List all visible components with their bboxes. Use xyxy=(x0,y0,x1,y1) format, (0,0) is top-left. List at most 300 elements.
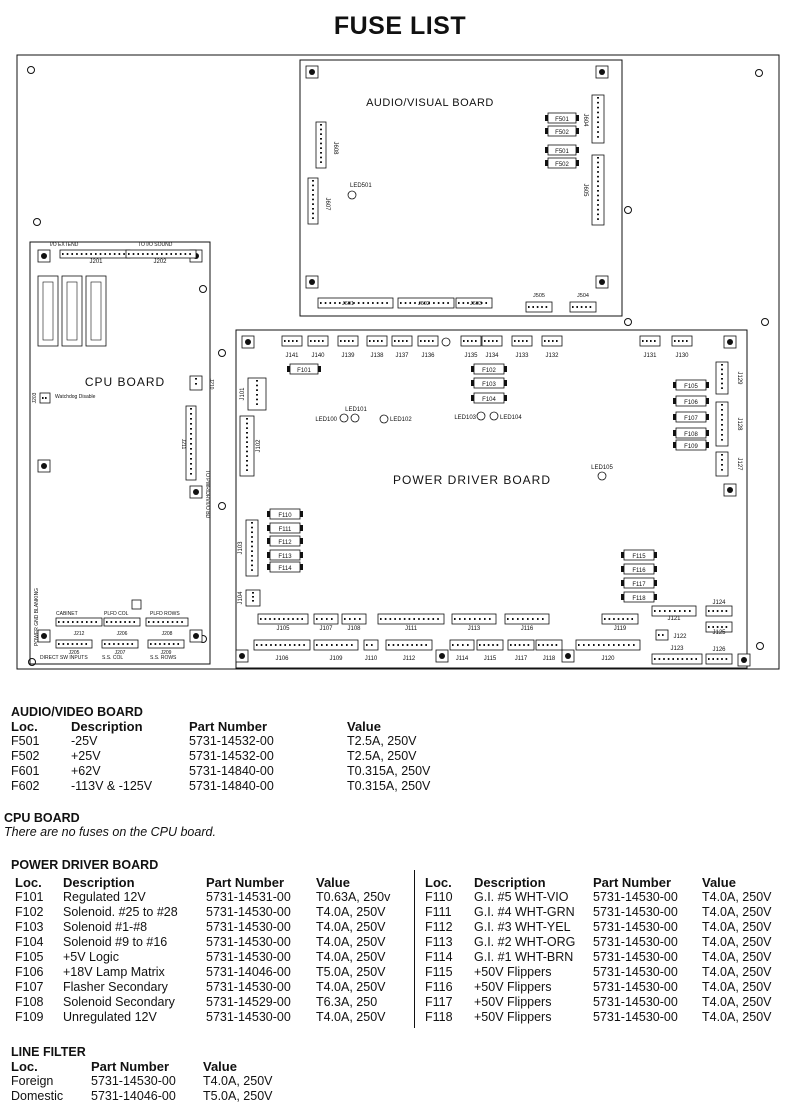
page-title: FUSE LIST xyxy=(333,12,467,40)
connector-pin xyxy=(523,644,525,646)
power-driver-fuse-table-right xyxy=(425,875,792,1025)
connector-pin xyxy=(190,418,192,420)
connector-pin xyxy=(312,194,314,196)
connector-pin xyxy=(246,451,248,453)
connector-pin xyxy=(597,117,599,119)
connector-pin xyxy=(195,378,197,380)
fuse-label: F104 xyxy=(482,397,496,403)
connector-pin xyxy=(251,550,253,552)
mounting-hole xyxy=(193,633,199,639)
connector-pin xyxy=(393,644,395,646)
connector-pin xyxy=(344,340,346,342)
fuse-clip xyxy=(267,552,270,558)
connector-pin xyxy=(351,644,353,646)
connector-pin xyxy=(548,340,550,342)
connector-pin xyxy=(133,621,135,623)
connector-j103 xyxy=(246,520,258,576)
connector-label: J114 xyxy=(455,656,469,662)
connector-pin xyxy=(418,618,420,620)
connector-pin xyxy=(414,302,416,304)
fuse-label: F105 xyxy=(684,384,698,390)
connector-pin xyxy=(104,643,106,645)
connector-label: J206 xyxy=(116,631,128,637)
mounting-hole xyxy=(193,489,199,495)
fuse-clip xyxy=(654,580,657,586)
table-row: F117 +50V Flippers 5731-14530-00 T4.0A, 250V xyxy=(425,995,772,1009)
connector-pin xyxy=(334,302,336,304)
led-label: LED102 xyxy=(390,417,412,423)
connector-pin xyxy=(190,453,192,455)
connector-pin xyxy=(537,618,539,620)
connector-label: J116 xyxy=(520,626,534,632)
fuse-label: F109 xyxy=(684,444,698,450)
connector-pin xyxy=(485,302,487,304)
connector-label: J128 xyxy=(736,417,742,431)
connector-pin xyxy=(717,610,719,612)
connector-pin xyxy=(251,565,253,567)
connector-row2 xyxy=(508,640,534,650)
fuse-clip xyxy=(673,382,676,388)
connector-label: J141 xyxy=(285,353,299,359)
connector-pin xyxy=(251,555,253,557)
connector-pin xyxy=(283,618,285,620)
connector-pin xyxy=(137,253,139,255)
connector-pin xyxy=(424,340,426,342)
col-loc: Loc. xyxy=(11,719,38,734)
table-row: F105 +5V Logic 5731-14530-00 T4.0A, 250V xyxy=(15,950,386,964)
connector-pin xyxy=(659,658,661,660)
led-icon xyxy=(598,472,606,480)
connector-pin xyxy=(252,600,254,602)
connector-pin xyxy=(252,592,254,594)
connector-label: J112 xyxy=(402,656,416,662)
connector-pin xyxy=(721,454,723,456)
mounting-hole xyxy=(599,279,605,285)
connector-pin xyxy=(172,621,174,623)
connector-pin xyxy=(318,340,320,342)
connector-pin xyxy=(604,618,606,620)
connector-pin xyxy=(67,643,69,645)
col-loc: Loc. xyxy=(425,875,452,890)
connector-pin xyxy=(312,189,314,191)
fuse-label: F106 xyxy=(684,400,698,406)
connector-pin xyxy=(320,133,322,135)
connector-label: J120 xyxy=(601,656,615,662)
connector-pin xyxy=(312,217,314,219)
connector-pin xyxy=(677,658,679,660)
fuse-clip xyxy=(504,395,507,401)
connector-pin xyxy=(452,644,454,646)
fuse-clip xyxy=(706,442,709,448)
connector-pin xyxy=(425,644,427,646)
connector-pin xyxy=(394,340,396,342)
battery-cell xyxy=(91,282,101,340)
connector-pin xyxy=(340,340,342,342)
led-icon xyxy=(340,414,348,422)
connector-pin xyxy=(256,399,258,401)
connector-pin xyxy=(251,541,253,543)
connector-pin xyxy=(454,618,456,620)
connector-label: J212 xyxy=(73,631,85,637)
table-row: F106 +18V Lamp Matrix 5731-14046-00 T5.0A, 250V xyxy=(15,965,386,979)
connector-pin xyxy=(519,644,521,646)
connector-pin xyxy=(492,644,494,646)
connector-pin xyxy=(288,618,290,620)
connector-pin xyxy=(597,107,599,109)
cpu-text-watchdog: Watchdog Disable xyxy=(55,394,96,400)
connector-pin xyxy=(128,253,130,255)
connector-pin xyxy=(115,621,117,623)
audio-visual-board-label: AUDIO/VISUAL BOARD xyxy=(366,97,494,109)
connector-pin xyxy=(721,626,723,628)
connector-pin xyxy=(552,340,554,342)
connector-label: J607 xyxy=(324,197,330,211)
fuse-clip xyxy=(621,552,624,558)
connector-pin xyxy=(544,340,546,342)
connector-pin xyxy=(512,618,514,620)
connector-pin xyxy=(58,621,60,623)
connector-pin xyxy=(597,209,599,211)
connector-label: J102 xyxy=(256,439,262,453)
fuse-clip xyxy=(706,382,709,388)
connector-label: J111 xyxy=(404,626,418,632)
connector-pin xyxy=(721,373,723,375)
table-row: F602 -113V & -125V 5731-14840-00 T0.315A, 250V xyxy=(11,779,431,793)
connector-pin xyxy=(479,644,481,646)
connector-pin xyxy=(684,610,686,612)
connector-pin xyxy=(463,340,465,342)
mounting-hole xyxy=(41,253,47,259)
connector-pin xyxy=(678,340,680,342)
connector-pin xyxy=(358,302,360,304)
connector-pin xyxy=(380,618,382,620)
connector-pin xyxy=(691,658,693,660)
connector-label: J106 xyxy=(275,656,289,662)
connector-pin xyxy=(664,610,666,612)
connector-pin xyxy=(190,423,192,425)
table-row: F108 Solenoid Secondary 5731-14529-00 T6.3A, 250 xyxy=(15,995,378,1009)
av-board-section xyxy=(11,705,467,794)
connector-pin xyxy=(246,469,248,471)
connector-pin xyxy=(721,434,723,436)
connector-pin xyxy=(86,621,88,623)
col-value: Value xyxy=(203,1059,237,1074)
fuse-label: F116 xyxy=(632,568,646,574)
cpu-board-heading: CPU BOARD xyxy=(4,811,80,825)
connector-pin xyxy=(81,253,83,255)
table-row: F501 -25V 5731-14532-00 T2.5A, 250V xyxy=(11,734,417,748)
connector-pin xyxy=(320,138,322,140)
connector-pin xyxy=(280,644,282,646)
connector-pin xyxy=(721,469,723,471)
connector-pin xyxy=(256,644,258,646)
connector-pin xyxy=(597,97,599,99)
mounting-hole xyxy=(741,657,747,663)
table-row: F112 G.I. #3 WHT-YEL 5731-14530-00 T4.0A, 250V xyxy=(425,920,772,934)
table-row: F116 +50V Flippers 5731-14530-00 T4.0A, 250V xyxy=(425,980,772,994)
connector-pin xyxy=(81,621,83,623)
col-description: Description xyxy=(474,875,546,890)
col-loc: Loc. xyxy=(11,1059,38,1074)
connector-pin xyxy=(609,618,611,620)
connector-pin xyxy=(597,218,599,220)
connector-pin xyxy=(627,618,629,620)
connector-pin xyxy=(278,618,280,620)
col-description: Description xyxy=(71,719,143,734)
connector-pin xyxy=(537,306,539,308)
connector-pin xyxy=(547,644,549,646)
connector-pin xyxy=(459,618,461,620)
connector-pin xyxy=(260,618,262,620)
table-row: F118 +50V Flippers 5731-14530-00 T4.0A, 250V xyxy=(425,1010,772,1024)
cpu-text-plfd-col: PLFD COL xyxy=(104,611,129,617)
connector-label: J126 xyxy=(712,647,726,653)
connector-label: J202 xyxy=(153,259,167,265)
connector-pin xyxy=(152,253,154,255)
connector-pin xyxy=(526,340,528,342)
connector-pin xyxy=(622,618,624,620)
col-value: Value xyxy=(316,875,350,890)
connector-pin xyxy=(662,634,664,636)
connector-pin xyxy=(382,302,384,304)
connector-pin xyxy=(542,618,544,620)
connector-pin xyxy=(71,253,73,255)
connector-pin xyxy=(467,644,469,646)
connector-pin xyxy=(369,340,371,342)
connector-label: J211 xyxy=(180,438,186,450)
fuse-label: F107 xyxy=(684,416,698,422)
connector-pin xyxy=(246,446,248,448)
connector-pin xyxy=(469,618,471,620)
connector-pin xyxy=(708,610,710,612)
connector-pin xyxy=(190,408,192,410)
connector-pin xyxy=(583,644,585,646)
connector-pin xyxy=(399,618,401,620)
connector-pin xyxy=(321,618,323,620)
connector-label: J207 xyxy=(114,650,126,656)
connector-label: J130 xyxy=(675,353,689,359)
connector-pin xyxy=(320,302,322,304)
connector-pin xyxy=(251,560,253,562)
cpu-text-ss-rows: S.S. ROWS xyxy=(150,655,177,661)
connector-pin xyxy=(113,643,115,645)
connector-pin xyxy=(721,409,723,411)
mounting-hole xyxy=(727,487,733,493)
connector-pin xyxy=(421,644,423,646)
connector-label: J602 xyxy=(418,301,430,307)
connector-pin xyxy=(265,618,267,620)
led-label: LED101 xyxy=(345,407,367,413)
mounting-hole xyxy=(439,653,445,659)
connector-pin xyxy=(496,340,498,342)
fuse-clip xyxy=(267,525,270,531)
connector-label: J136 xyxy=(421,353,435,359)
connector-pin xyxy=(275,644,277,646)
connector-pin xyxy=(668,658,670,660)
connector-pin xyxy=(475,340,477,342)
connector-pin xyxy=(252,596,254,598)
led-icon xyxy=(348,191,356,199)
connector-pin xyxy=(572,306,574,308)
connector-pin xyxy=(597,171,599,173)
fuse-label: F108 xyxy=(684,432,698,438)
fuse-label: F112 xyxy=(278,540,292,546)
connector-pin xyxy=(292,618,294,620)
connector-pin xyxy=(457,644,459,646)
connector-pin xyxy=(100,253,102,255)
connector-pin xyxy=(159,643,161,645)
connector-pin xyxy=(597,162,599,164)
table-row: F601 +62V 5731-14840-00 T0.315A, 250V xyxy=(11,764,431,778)
connector-pin xyxy=(310,340,312,342)
connector-pin xyxy=(682,658,684,660)
connector-pin xyxy=(597,204,599,206)
connector-pin xyxy=(185,253,187,255)
connector-pin xyxy=(597,131,599,133)
connector-pin xyxy=(458,302,460,304)
connector-pin xyxy=(72,621,74,623)
connector-pin xyxy=(484,618,486,620)
fuse-clip xyxy=(471,366,474,372)
connector-pin xyxy=(633,644,635,646)
connector-pin xyxy=(180,253,182,255)
connector-pin xyxy=(76,253,78,255)
connector-pin xyxy=(373,340,375,342)
connector-pin xyxy=(407,644,409,646)
connector-label: J605 xyxy=(582,183,588,197)
connector-row2 xyxy=(536,640,562,650)
connector-pin xyxy=(409,302,411,304)
led-icon xyxy=(442,338,450,346)
connector-pin xyxy=(381,340,383,342)
table-row: F115 +50V Flippers 5731-14530-00 T4.0A, 250V xyxy=(425,965,772,979)
connector-pin xyxy=(86,253,88,255)
fuse-clip xyxy=(621,580,624,586)
connector-label: J201 xyxy=(89,259,103,265)
connector-pin xyxy=(618,618,620,620)
mounting-hole xyxy=(727,339,733,345)
table-row: Foreign 5731-14530-00 T4.0A, 250V xyxy=(11,1074,273,1088)
connector-pin xyxy=(109,253,111,255)
board-layout-diagram xyxy=(0,50,800,676)
cpu-board-section xyxy=(4,811,216,839)
connector-pin xyxy=(294,644,296,646)
connector-pin xyxy=(299,644,301,646)
connector-pin xyxy=(597,176,599,178)
led-icon xyxy=(380,415,388,423)
connector-pin xyxy=(189,253,191,255)
connector-pin xyxy=(527,618,529,620)
fuse-label: F115 xyxy=(632,554,646,560)
connector-pin xyxy=(303,644,305,646)
fuse-clip xyxy=(654,594,657,600)
connector-pin xyxy=(613,644,615,646)
fuse-clip xyxy=(545,115,548,121)
connector-pin xyxy=(608,644,610,646)
col-value: Value xyxy=(702,875,736,890)
fuse-label: F101 xyxy=(297,368,311,374)
connector-pin xyxy=(585,306,587,308)
connector-pin xyxy=(518,340,520,342)
connector-pin xyxy=(686,340,688,342)
battery-cell xyxy=(67,282,77,340)
mounting-hole xyxy=(41,463,47,469)
connector-pin xyxy=(590,306,592,308)
connector-pin xyxy=(246,441,248,443)
connector-pin xyxy=(488,340,490,342)
connector-pin xyxy=(556,340,558,342)
connector-pin xyxy=(721,369,723,371)
connector-pin xyxy=(284,644,286,646)
connector-pin xyxy=(331,618,333,620)
connector-pin xyxy=(522,618,524,620)
fuse-label: F103 xyxy=(482,382,496,388)
fuse-clip xyxy=(300,525,303,531)
diagram-labels xyxy=(34,97,551,661)
table-row: Domestic 5731-14046-00 T5.0A, 250V xyxy=(11,1089,273,1103)
connector-pin xyxy=(120,621,122,623)
connector-pin xyxy=(190,463,192,465)
fuse-label: F113 xyxy=(278,554,292,560)
col-part-number: Part Number xyxy=(189,719,268,734)
connector-pin xyxy=(190,443,192,445)
connector-pin xyxy=(726,658,728,660)
table-row: F502 +25V 5731-14532-00 T2.5A, 250V xyxy=(11,749,417,763)
connector-pin xyxy=(246,418,248,420)
connector-pin xyxy=(95,253,97,255)
connector-pin xyxy=(717,626,719,628)
connector-pin xyxy=(67,253,69,255)
connector-pin xyxy=(76,643,78,645)
connector-pin xyxy=(398,340,400,342)
connector-pin xyxy=(289,644,291,646)
connector-pin xyxy=(721,464,723,466)
connector-pin xyxy=(597,166,599,168)
col-part-number: Part Number xyxy=(593,875,672,890)
connector-pin xyxy=(314,340,316,342)
connector-pin xyxy=(312,203,314,205)
fuse-clip xyxy=(706,430,709,436)
connector-pin xyxy=(190,468,192,470)
power-driver-heading: POWER DRIVER BOARD xyxy=(11,858,159,872)
fuse-clip xyxy=(654,552,657,558)
connector-label: J122 xyxy=(673,634,687,640)
power-driver-board-label: POWER DRIVER BOARD xyxy=(392,473,552,487)
cpu-text-ss-col: S.S. COL xyxy=(102,655,124,661)
connector-pin xyxy=(339,302,341,304)
fuse-clip xyxy=(267,538,270,544)
connector-pin xyxy=(367,302,369,304)
connector-pin xyxy=(593,644,595,646)
connector-pin xyxy=(256,403,258,405)
connector-pin xyxy=(251,527,253,529)
connector-pin xyxy=(721,404,723,406)
connector-pin xyxy=(597,112,599,114)
connector-pin xyxy=(726,610,728,612)
fuse-clip xyxy=(300,552,303,558)
connector-pin xyxy=(359,618,361,620)
table-divider xyxy=(414,870,415,1028)
connector-label: J133 xyxy=(515,353,529,359)
connector-label: J115 xyxy=(483,656,497,662)
connector-pin xyxy=(669,610,671,612)
connector-row2 xyxy=(477,640,503,650)
fuse-clip xyxy=(471,395,474,401)
connector-pin xyxy=(654,658,656,660)
connector-pin xyxy=(320,124,322,126)
connector-pin xyxy=(598,644,600,646)
connector-pin xyxy=(679,610,681,612)
